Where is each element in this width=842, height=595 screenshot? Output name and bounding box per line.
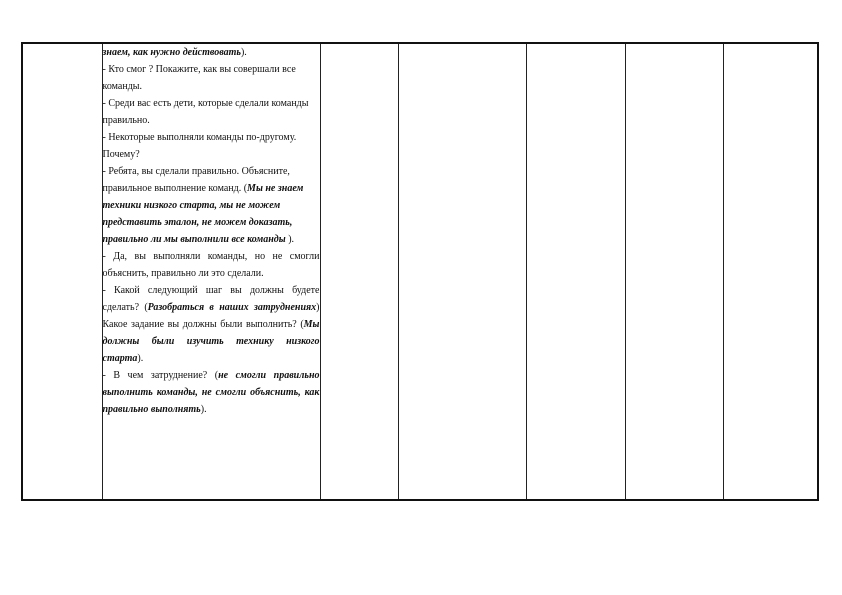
- text-run: - Да, вы выполняли команды, но не смогли объяснить, правильно ли это сделали.: [102, 251, 320, 279]
- text-run-italic: Мы не знаем техники низкого старта, мы не можем представить эталон, не можем доказать, правильно ли мы выполнили все команды: [102, 183, 304, 245]
- text-run: ) Какое задание вы должны были выполнить? (: [102, 302, 320, 330]
- text-run: - Некоторые выполняли команды по-другому. Почему?: [102, 132, 297, 160]
- table-cell-empty: [723, 43, 818, 500]
- text-run-italic: не смогли правильно выполнить команды, не смогли объяснить, как правильно выполнять: [102, 370, 320, 415]
- lesson-table: [21, 42, 819, 501]
- text-run: - В чем затруднение? (: [102, 370, 219, 381]
- paragraph: [103, 367, 320, 418]
- table-cell-empty: [398, 43, 526, 500]
- text-run: - Какой следующий шаг вы должны будете сделать? (: [102, 285, 320, 313]
- table-cell-empty: [625, 43, 723, 500]
- text-run: - Кто смог ? Покажите, как вы совершали все команды.: [102, 64, 296, 92]
- table-cell-teacher-activity: [102, 43, 320, 500]
- paragraph: [103, 61, 320, 95]
- paragraph: [103, 44, 320, 61]
- text-run-italic: знаем, как нужно действовать: [102, 47, 241, 58]
- text-run: ).: [285, 234, 295, 245]
- table-row: [22, 43, 818, 500]
- text-run: - Ребята, вы сделали правильно. Объясните, правильное выполнение команд. (: [102, 166, 290, 194]
- paragraph: [103, 129, 320, 163]
- table-cell-empty: [22, 43, 102, 500]
- paragraph: [103, 248, 320, 282]
- table-cell-empty: [320, 43, 398, 500]
- text-run-italic: Мы должны были изучить технику низкого старта: [102, 319, 320, 364]
- text-run: ).: [240, 47, 247, 58]
- table-cell-empty: [526, 43, 625, 500]
- paragraph: [103, 282, 320, 367]
- paragraph: [103, 95, 320, 129]
- paragraph: [103, 163, 320, 248]
- text-run: ).: [200, 404, 207, 415]
- text-run: - Среди вас есть дети, которые сделали команды правильно.: [102, 98, 309, 126]
- text-run-italic: Разобраться в наших затруднениях: [147, 302, 317, 313]
- text-run: ).: [137, 353, 144, 364]
